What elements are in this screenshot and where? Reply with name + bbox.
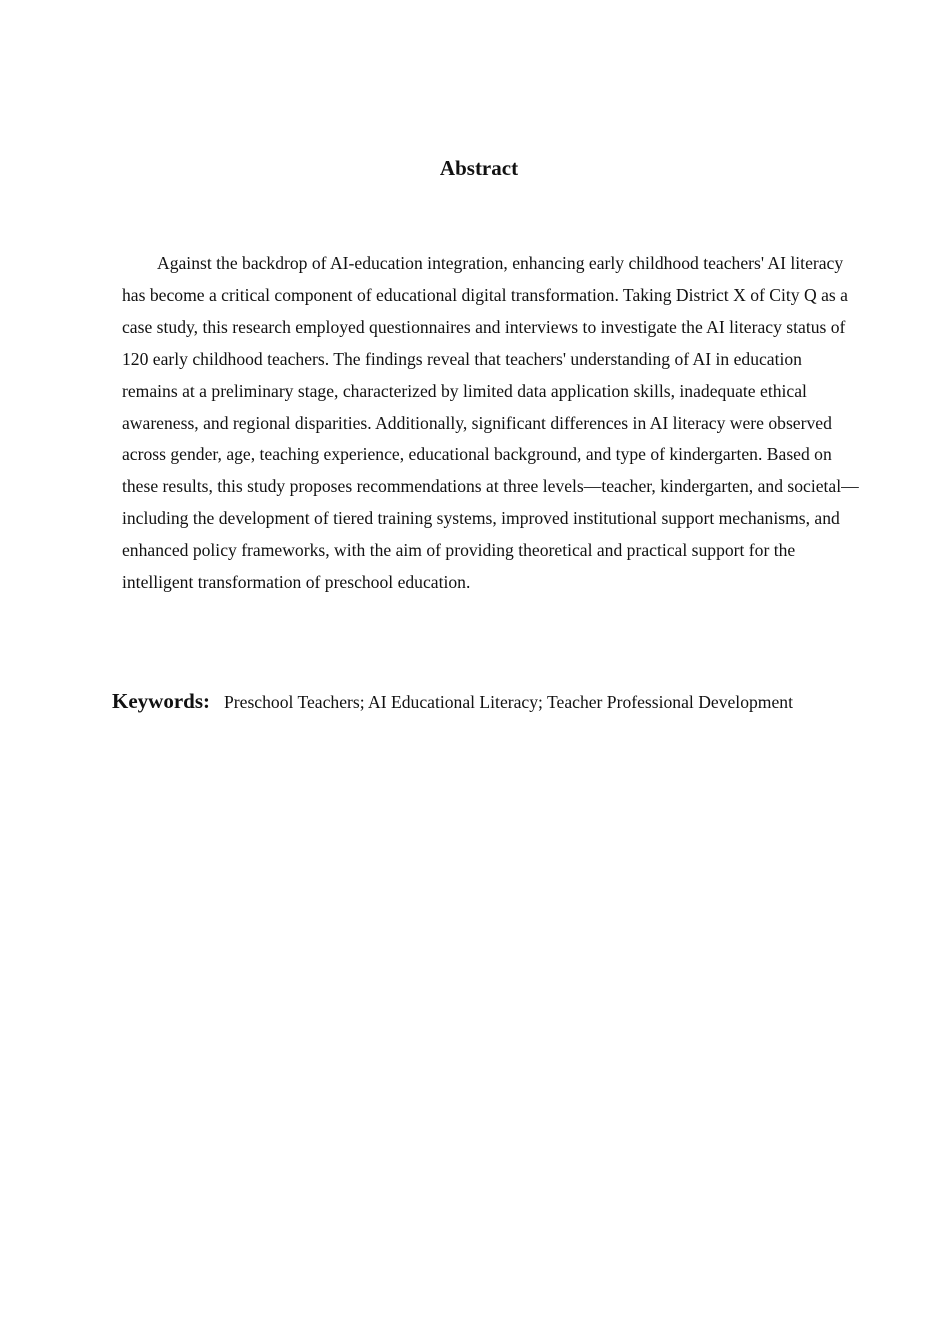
abstract-heading: Abstract xyxy=(439,156,519,180)
keywords-label: Keywords: xyxy=(112,689,210,713)
keywords-text: Preschool Teachers; AI Educational Literacy; Teacher Professional Development xyxy=(224,692,793,712)
abstract-paragraph: Against the backdrop of AI-education integration, enhancing early childhood teachers' AI literacy has become a critical component of educational digital transformation. Taking District X of City Q as a case study, this research employed questionnaires and interviews to investigate the AI literacy status of 120 early childhood teachers. The findings reveal that teachers' understanding of AI in education remains at a preliminary stage, characterized by limited data application skills, inadequate ethical awareness, and regional disparities. Additionally, significant differences in AI literacy were observed across gender, age, teaching experience, educational background, and type of kindergarten. Based on these results, this study proposes recommendations at three levels—teacher, kindergarten, and societal—including the development of tiered training systems, improved institutional support mechanisms, and enhanced policy frameworks, with the aim of providing theoretical and practical support for the intelligent transformation of preschool education. xyxy=(122,253,859,593)
keywords-line xyxy=(112,686,872,719)
